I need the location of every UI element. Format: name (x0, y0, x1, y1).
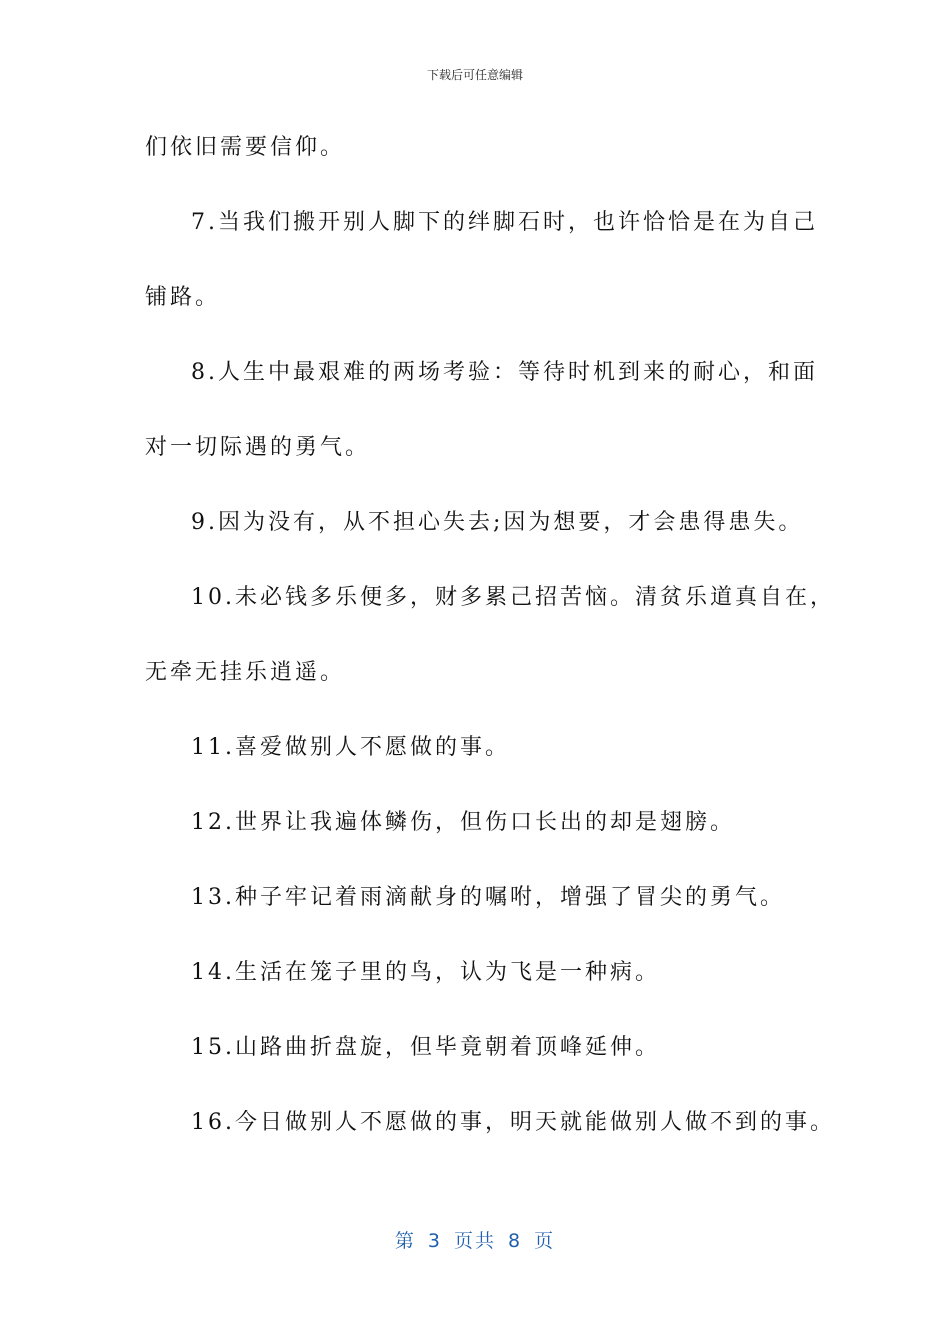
text-line: 9.因为没有，从不担心失去;因为想要，才会患得患失。 (191, 510, 804, 535)
text-line: 13.种子牢记着雨滴献身的嘱咐，增强了冒尖的勇气。 (191, 885, 785, 910)
text-line: 铺路。 (145, 285, 221, 310)
text-line: 对一切际遇的勇气。 (145, 435, 371, 460)
text-line: 12.世界让我遍体鳞伤，但伤口长出的却是翅膀。 (191, 810, 735, 835)
text-line: 无牵无挂乐逍遥。 (145, 660, 346, 685)
text-line: 14.生活在笼子里的鸟，认为飞是一种病。 (191, 960, 660, 985)
text-line: 15.山路曲折盘旋，但毕竟朝着顶峰延伸。 (191, 1035, 660, 1060)
text-line: 10.未必钱多乐便多，财多累己招苦恼。清贫乐道真自在， (191, 585, 835, 610)
text-line: 8.人生中最艰难的两场考验：等待时机到来的耐心，和面 (191, 360, 818, 385)
text-line: 7.当我们搬开别人脚下的绊脚石时，也许恰恰是在为自己 (191, 210, 818, 235)
page-number-footer: 第 3 页共 8 页 (394, 1230, 556, 1252)
page-header-note: 下载后可任意编辑 (426, 68, 523, 82)
text-line: 16.今日做别人不愿做的事，明天就能做别人做不到的事。 (191, 1110, 835, 1135)
text-line: 11.喜爱做别人不愿做的事。 (191, 735, 510, 760)
text-line: 们依旧需要信仰。 (145, 135, 346, 160)
